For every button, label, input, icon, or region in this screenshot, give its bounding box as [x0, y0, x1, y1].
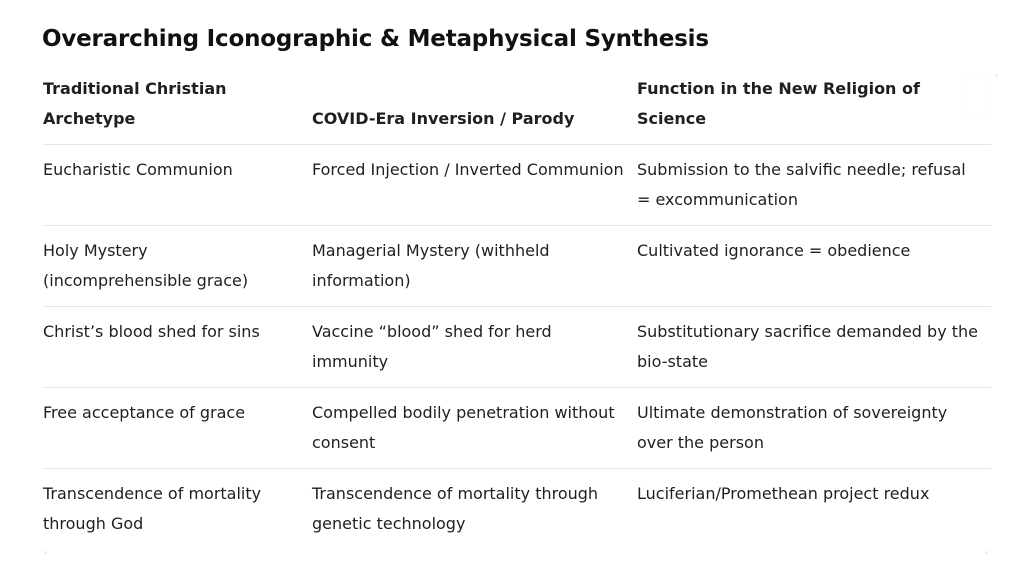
column-header-function: Function in the New Religion of Science — [637, 74, 991, 145]
table-cell: Transcendence of mortality through God — [43, 484, 262, 533]
table-row — [43, 469, 991, 550]
synthesis-table — [43, 74, 991, 549]
table-row — [43, 388, 991, 469]
table-row — [43, 145, 991, 226]
page-title: Overarching Iconographic & Metaphysical Synthesis — [42, 26, 709, 52]
table-cell: Cultivated ignorance = obedience — [637, 226, 991, 307]
scroll-indicator — [995, 74, 998, 77]
table-header-row — [43, 74, 991, 145]
table-cell: Compelled bodily penetration without consent — [312, 388, 637, 469]
table-row — [43, 307, 991, 388]
scroll-indicator — [44, 551, 47, 554]
table-row — [43, 226, 991, 307]
table-cell: Christ’s blood shed for sins — [43, 307, 312, 388]
column-header-archetype: Traditional Christian Archetype — [43, 74, 312, 145]
table-cell: Submission to the salvific needle; refusal = excommunication — [637, 145, 991, 226]
table-cell: Transcendence of mortality through genetic technology — [312, 484, 599, 533]
table-cell: Luciferian/Promethean project redux — [637, 484, 930, 503]
column-header-inversion: COVID-Era Inversion / Parody — [312, 74, 637, 145]
copy-button-placeholder[interactable] — [963, 74, 991, 116]
table-cell: Ultimate demonstration of sovereignty over the person — [637, 388, 991, 469]
table-cell: Eucharistic Communion — [43, 145, 312, 226]
scroll-indicator — [985, 551, 988, 554]
table-cell: Substitutionary sacrifice demanded by the bio-state — [637, 307, 991, 388]
table-cell: Free acceptance of grace — [43, 388, 312, 469]
table-cell: Holy Mystery (incomprehensible grace) — [43, 226, 312, 307]
table-cell: Forced Injection / Inverted Communion — [312, 145, 637, 226]
table-cell: Managerial Mystery (withheld information) — [312, 226, 637, 307]
table-cell: Vaccine “blood” shed for herd immunity — [312, 307, 637, 388]
